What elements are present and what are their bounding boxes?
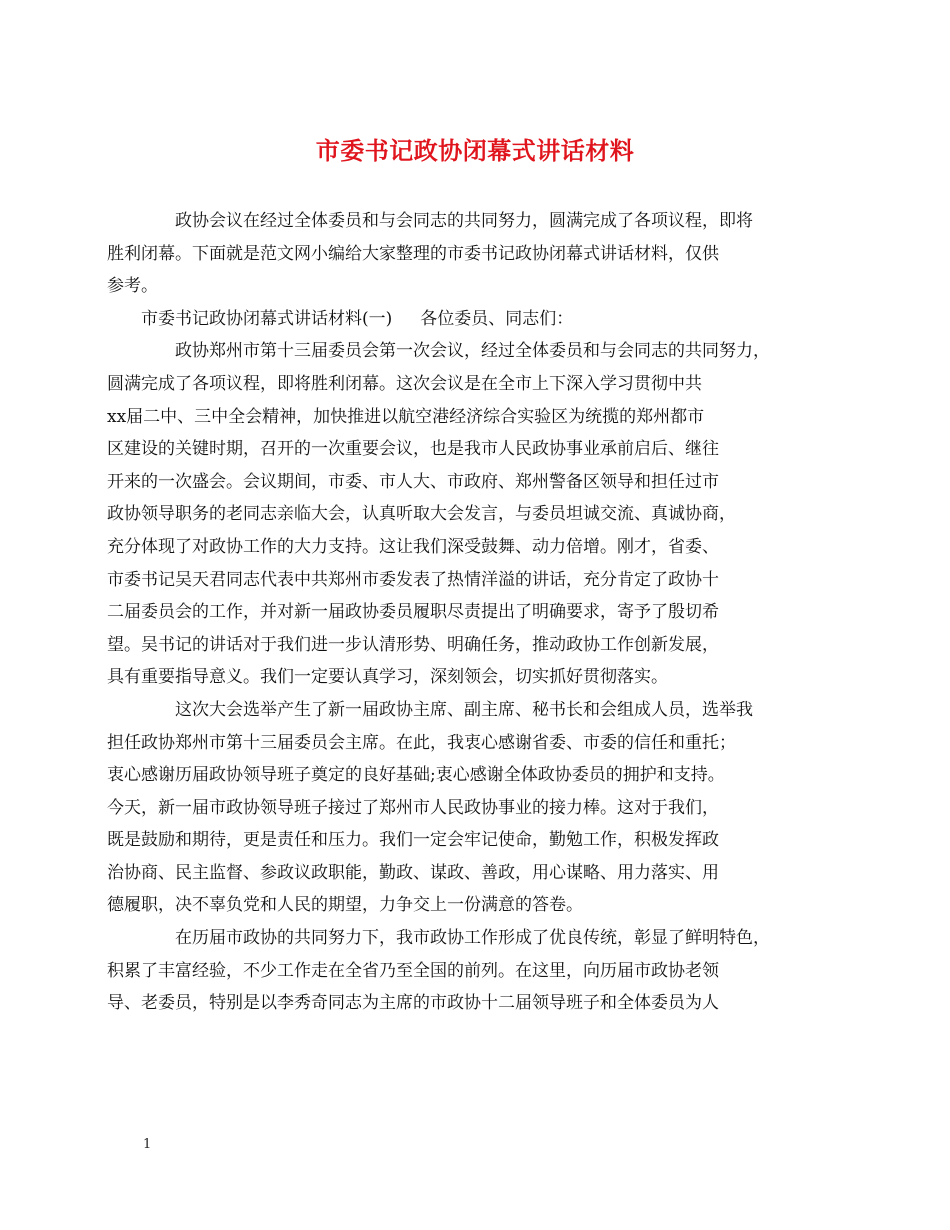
text-line: 这次大会选举产生了新一届政协主席、副主席、秘书长和会组成人员，选举我 <box>175 699 753 720</box>
text-line: 积累了丰富经验，不少工作走在全省乃至全国的前列。在这里，向历届市政协老领 <box>107 960 719 981</box>
text-line: 区建设的关键时期，召开的一次重要会议，也是我市人民政协事业承前启后、继往 <box>107 439 719 460</box>
text-line: 二届委员会的工作，并对新一届政协委员履职尽责提出了明确要求，寄予了殷切希 <box>107 602 719 623</box>
text-line: 在历届市政协的共同努力下，我市政协工作形成了优良传统，彰显了鲜明特色， <box>175 928 770 949</box>
text-line: 今天，新一届市政协领导班子接过了郑州市人民政协事业的接力棒。这对于我们， <box>107 797 719 818</box>
text-line: 开来的一次盛会。会议期间，市委、市人大、市政府、郑州警备区领导和担任过市 <box>107 471 719 492</box>
text-line: 具有重要指导意义。我们一定要认真学习，深刻领会，切实抓好贯彻落实。 <box>107 667 668 688</box>
salutation: 各位委员、同志们： <box>420 308 574 329</box>
text-line: 政协会议在经过全体委员和与会同志的共同努力，圆满完成了各项议程，即将 <box>175 211 753 231</box>
text-line: 德履职，决不辜负党和人民的期望，力争交上一份满意的答卷。 <box>107 895 583 916</box>
section-heading: 市委书记政协闭幕式讲话材料(一) <box>141 308 393 329</box>
document-body <box>107 205 831 1020</box>
text-line: 圆满完成了各项议程，即将胜利闭幕。这次会议是在全市上下深入学习贯彻中共 <box>107 373 702 394</box>
text-line: 参考。 <box>107 276 158 297</box>
text-line: 政协领导职务的老同志亲临大会，认真听取大会发言，与委员坦诚交流、真诚协商， <box>107 504 736 525</box>
text-line: 市委书记吴天君同志代表中共郑州市委发表了热情洋溢的讲话，充分肯定了政协十 <box>107 569 719 590</box>
intro-paragraph <box>107 205 831 303</box>
document-title: 市委书记政协闭幕式讲话材料 <box>315 136 635 165</box>
text-line: 充分体现了对政协工作的大力支持。这让我们深受鼓舞、动力倍增。刚才，省委、 <box>107 536 719 557</box>
text-line: 望。吴书记的讲话对于我们进一步认清形势、明确任务，推动政协工作创新发展， <box>107 634 719 655</box>
paragraph-2 <box>107 694 831 922</box>
text-line: 衷心感谢历届政协领导班子奠定的良好基础;衷心感谢全体政协委员的拥护和支持。 <box>107 765 725 786</box>
text-line: 导、老委员，特别是以李秀奇同志为主席的市政协十二届领导班子和全体委员为人 <box>107 993 719 1014</box>
text-line: 胜利闭幕。下面就是范文网小编给大家整理的市委书记政协闭幕式讲话材料，仅供 <box>107 243 719 264</box>
section-heading-row <box>141 303 831 336</box>
text-line: 既是鼓励和期待，更是责任和压力。我们一定会牢记使命，勤勉工作，积极发挥政 <box>107 830 719 851</box>
paragraph-1 <box>107 335 831 694</box>
text-line: 担任政协郑州市第十三届委员会主席。在此，我衷心感谢省委、市委的信任和重托； <box>107 732 736 753</box>
paragraph-3 <box>107 922 831 1020</box>
text-line: 治协商、民主监督、参政议政职能，勤政、谋政、善政，用心谋略、用力落实、用 <box>107 862 719 883</box>
text-line: xx届二中、三中全会精神，加快推进以航空港经济综合实验区为统揽的郑州都市 <box>107 406 705 427</box>
page-number: 1 <box>143 1137 152 1152</box>
text-line: 政协郑州市第十三届委员会第一次会议，经过全体委员和与会同志的共同努力， <box>175 341 770 362</box>
